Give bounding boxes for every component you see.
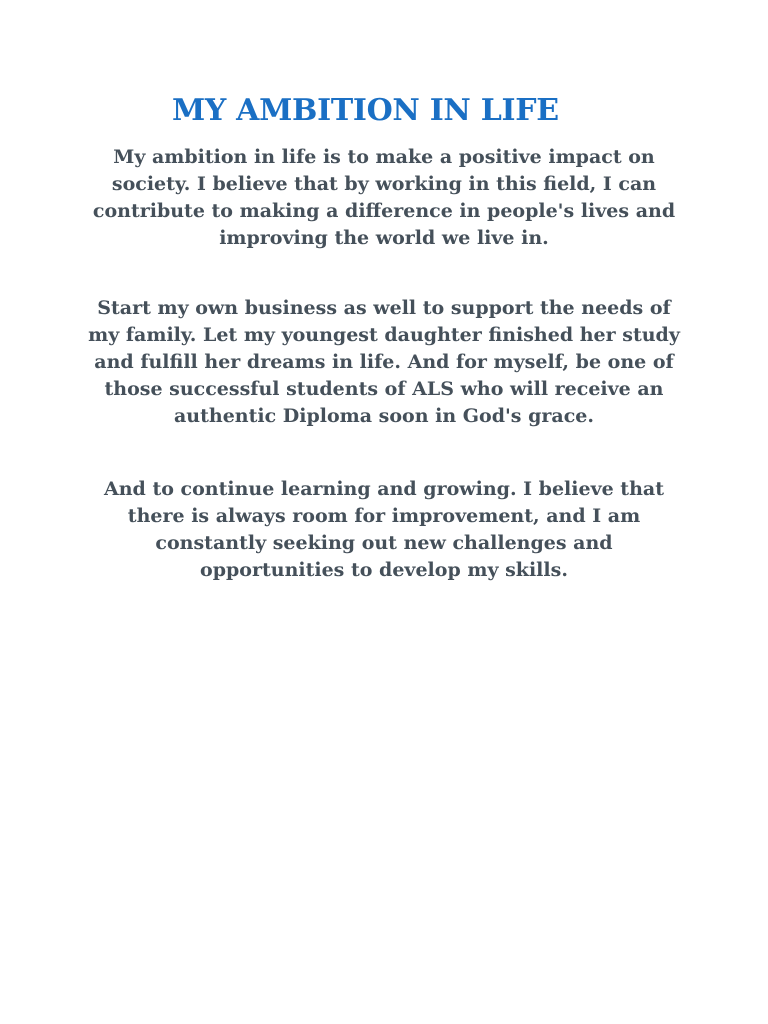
paragraph-1: My ambition in life is to make a positive impact on society. I believe that by working in this field, I can contribute to making a difference in people's lives and improving the world we live in. (92, 146, 676, 249)
paragraph-3: And to continue learning and growing. I believe that there is always room for improvement, and I am constantly seeking out new challenges and opportunities to develop my skills. (104, 478, 664, 581)
paragraph-2: Start my own business as well to support the needs of my family. Let my youngest daughter finished her study and fulfill her dreams in life. And for myself, be one of those successful students of ALS who will receive an authentic Diploma soon in God's grace. (88, 297, 680, 427)
document-title: MY AMBITION IN LIFE (172, 93, 559, 128)
